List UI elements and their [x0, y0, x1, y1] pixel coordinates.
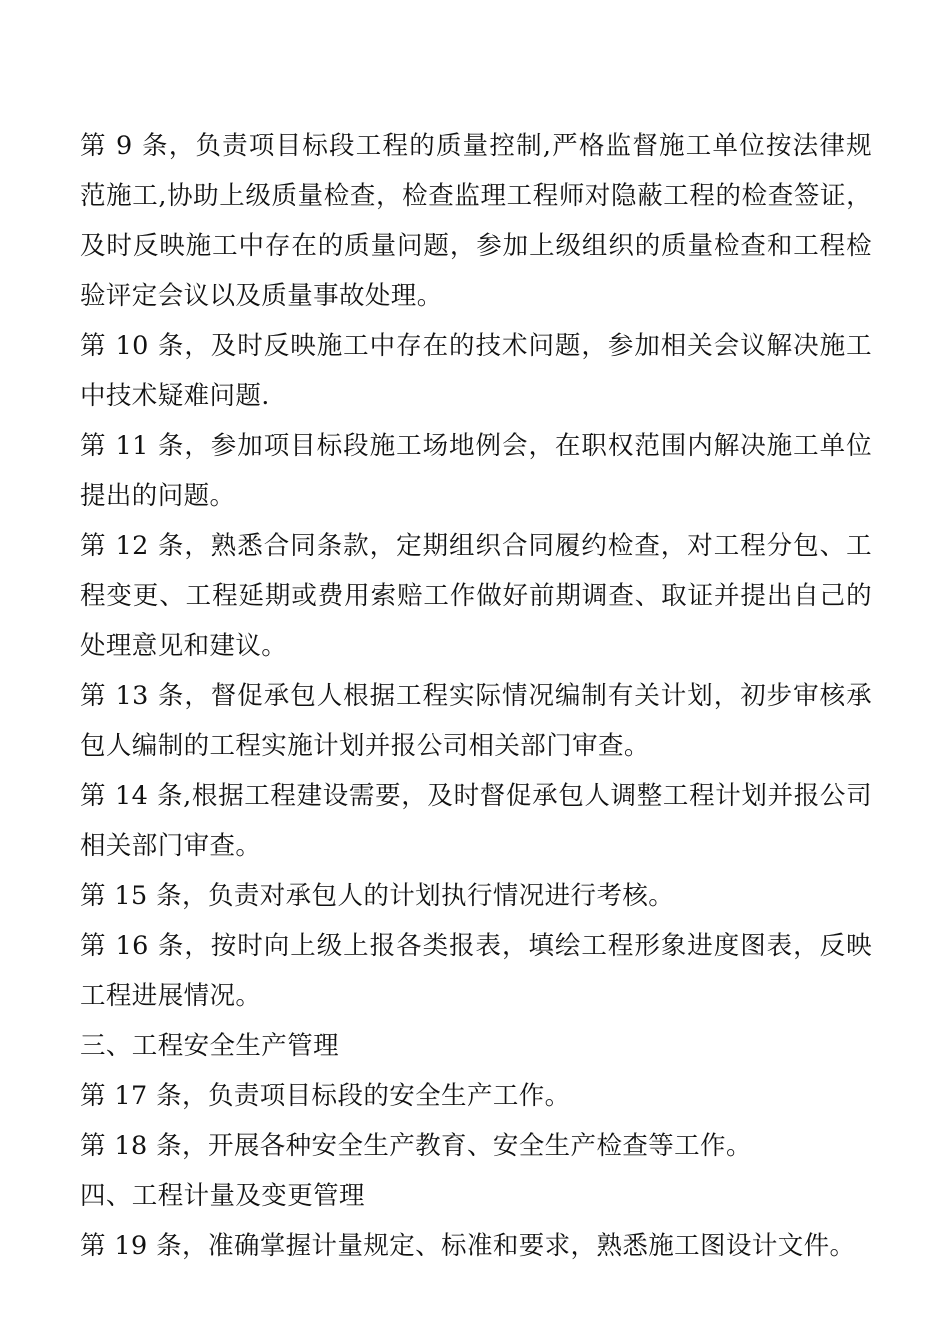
article-9-paragraph: 第 9 条，负责项目标段工程的质量控制,严格监督施工单位按法律规范施工,协助上级质量检查，检查监理工程师对隐蔽工程的检查签证，及时反映施工中存在的质量问题，参加上级组织的质量检查和工程检验评定会议以及质量事故处理。: [80, 131, 872, 311]
article-16-paragraph: 第 16 条，按时向上级上报各类报表，填绘工程形象进度图表，反映工程进展情况。: [80, 931, 872, 1011]
article-12-paragraph: 第 12 条，熟悉合同条款，定期组织合同履约检查，对工程分包、工程变更、工程延期或费用索赔工作做好前期调查、取证并提出自己的处理意见和建议。: [80, 531, 872, 661]
section-heading-measurement: 四、工程计量及变更管理: [80, 1181, 365, 1211]
article-19-paragraph: 第 19 条，准确掌握计量规定、标准和要求，熟悉施工图设计文件。: [80, 1231, 856, 1261]
document-body: [80, 121, 872, 1271]
article-13-paragraph: 第 13 条，督促承包人根据工程实际情况编制有关计划，初步审核承包人编制的工程实施计划并报公司相关部门审查。: [80, 681, 872, 761]
article-15-paragraph: 第 15 条，负责对承包人的计划执行情况进行考核。: [80, 881, 675, 911]
article-14-paragraph: 第 14 条,根据工程建设需要，及时督促承包人调整工程计划并报公司相关部门审查。: [80, 781, 872, 861]
article-17-paragraph: 第 17 条，负责项目标段的安全生产工作。: [80, 1081, 571, 1111]
article-10-paragraph: 第 10 条，及时反映施工中存在的技术问题，参加相关会议解决施工中技术疑难问题.: [80, 331, 872, 411]
section-heading-safety: 三、工程安全生产管理: [80, 1031, 340, 1061]
article-18-paragraph: 第 18 条，开展各种安全生产教育、安全生产检查等工作。: [80, 1131, 752, 1161]
article-11-paragraph: 第 11 条，参加项目标段施工场地例会，在职权范围内解决施工单位提出的问题。: [80, 431, 872, 511]
